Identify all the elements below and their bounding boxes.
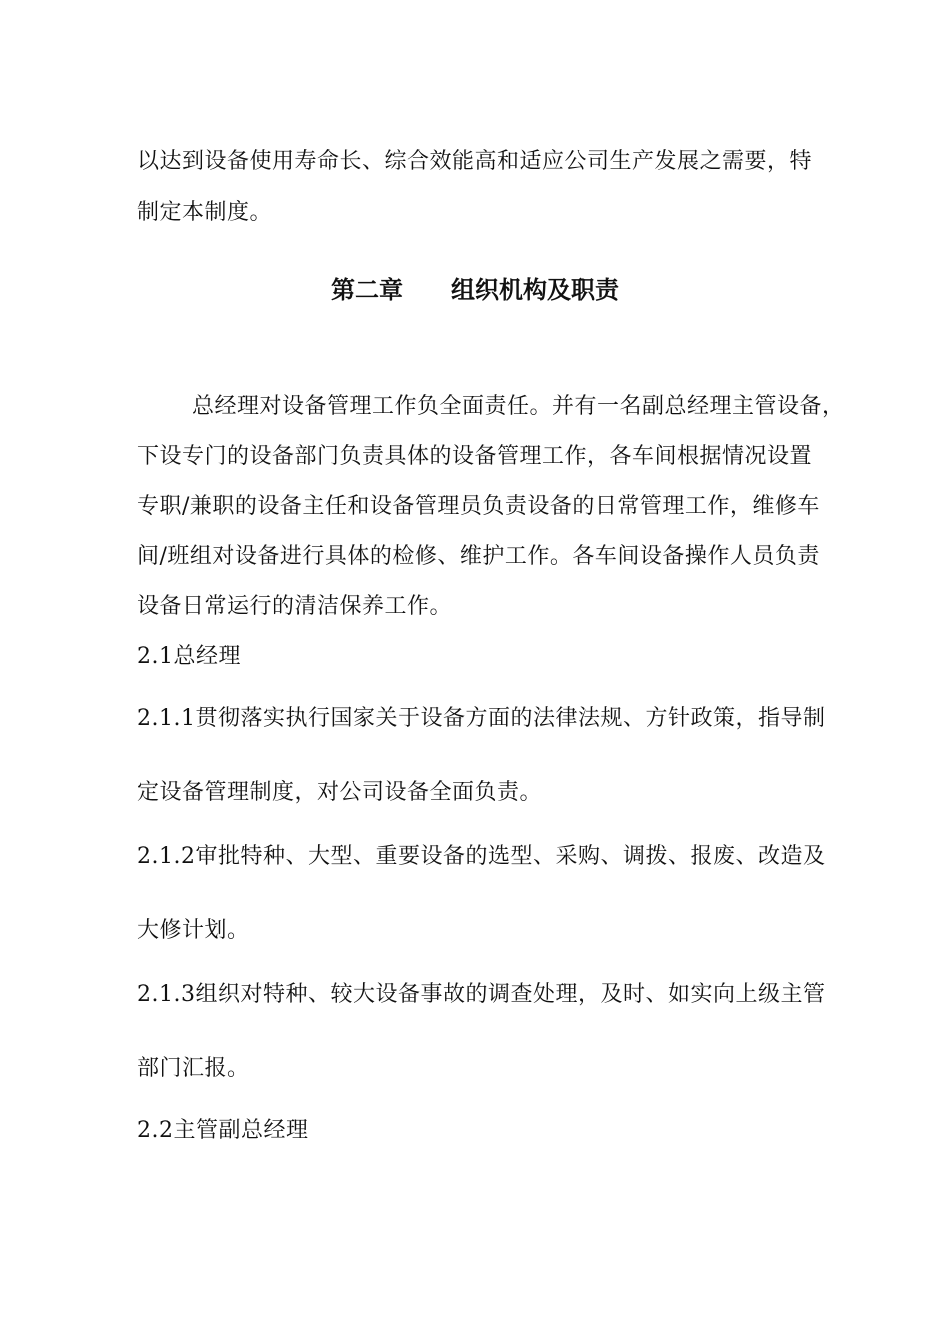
item-2-1-1-line-2: 定设备管理制度，对公司设备全面负责。 [137, 780, 543, 805]
paragraph-line-2: 下设专门的设备部门负责具体的设备管理工作，各车间根据情况设置 [137, 444, 813, 469]
item-2-1-2-line-1: 2.1.2审批特种、大型、重要设备的选型、采购、调拨、报废、改造及 [137, 844, 826, 869]
item-2-1-3-line-1: 2.1.3组织对特种、较大设备事故的调查处理，及时、如实向上级主管 [137, 982, 826, 1007]
item-2-1-2-line-2: 大修计划。 [137, 918, 250, 943]
section-2-2-title: 2.2主管副总经理 [137, 1118, 309, 1143]
intro-line-1: 以达到设备使用寿命长、综合效能高和适应公司生产发展之需要，特 [137, 149, 813, 174]
intro-line-2: 制定本制度。 [137, 200, 273, 225]
chapter-heading: 第二章 组织机构及职责 [331, 276, 619, 304]
item-2-1-1-line-1: 2.1.1贯彻落实执行国家关于设备方面的法律法规、方针政策，指导制 [137, 706, 826, 731]
paragraph-line-4: 间/班组对设备进行具体的检修、维护工作。各车间设备操作人员负责 [137, 544, 820, 569]
paragraph-line-1: 总经理对设备管理工作负全面责任。并有一名副总经理主管设备， [192, 394, 845, 419]
paragraph-line-5: 设备日常运行的清洁保养工作。 [137, 594, 453, 619]
section-2-1-title: 2.1总经理 [137, 644, 241, 669]
paragraph-line-3: 专职/兼职的设备主任和设备管理员负责设备的日常管理工作，维修车 [137, 494, 820, 519]
item-2-1-3-line-2: 部门汇报。 [137, 1056, 250, 1081]
